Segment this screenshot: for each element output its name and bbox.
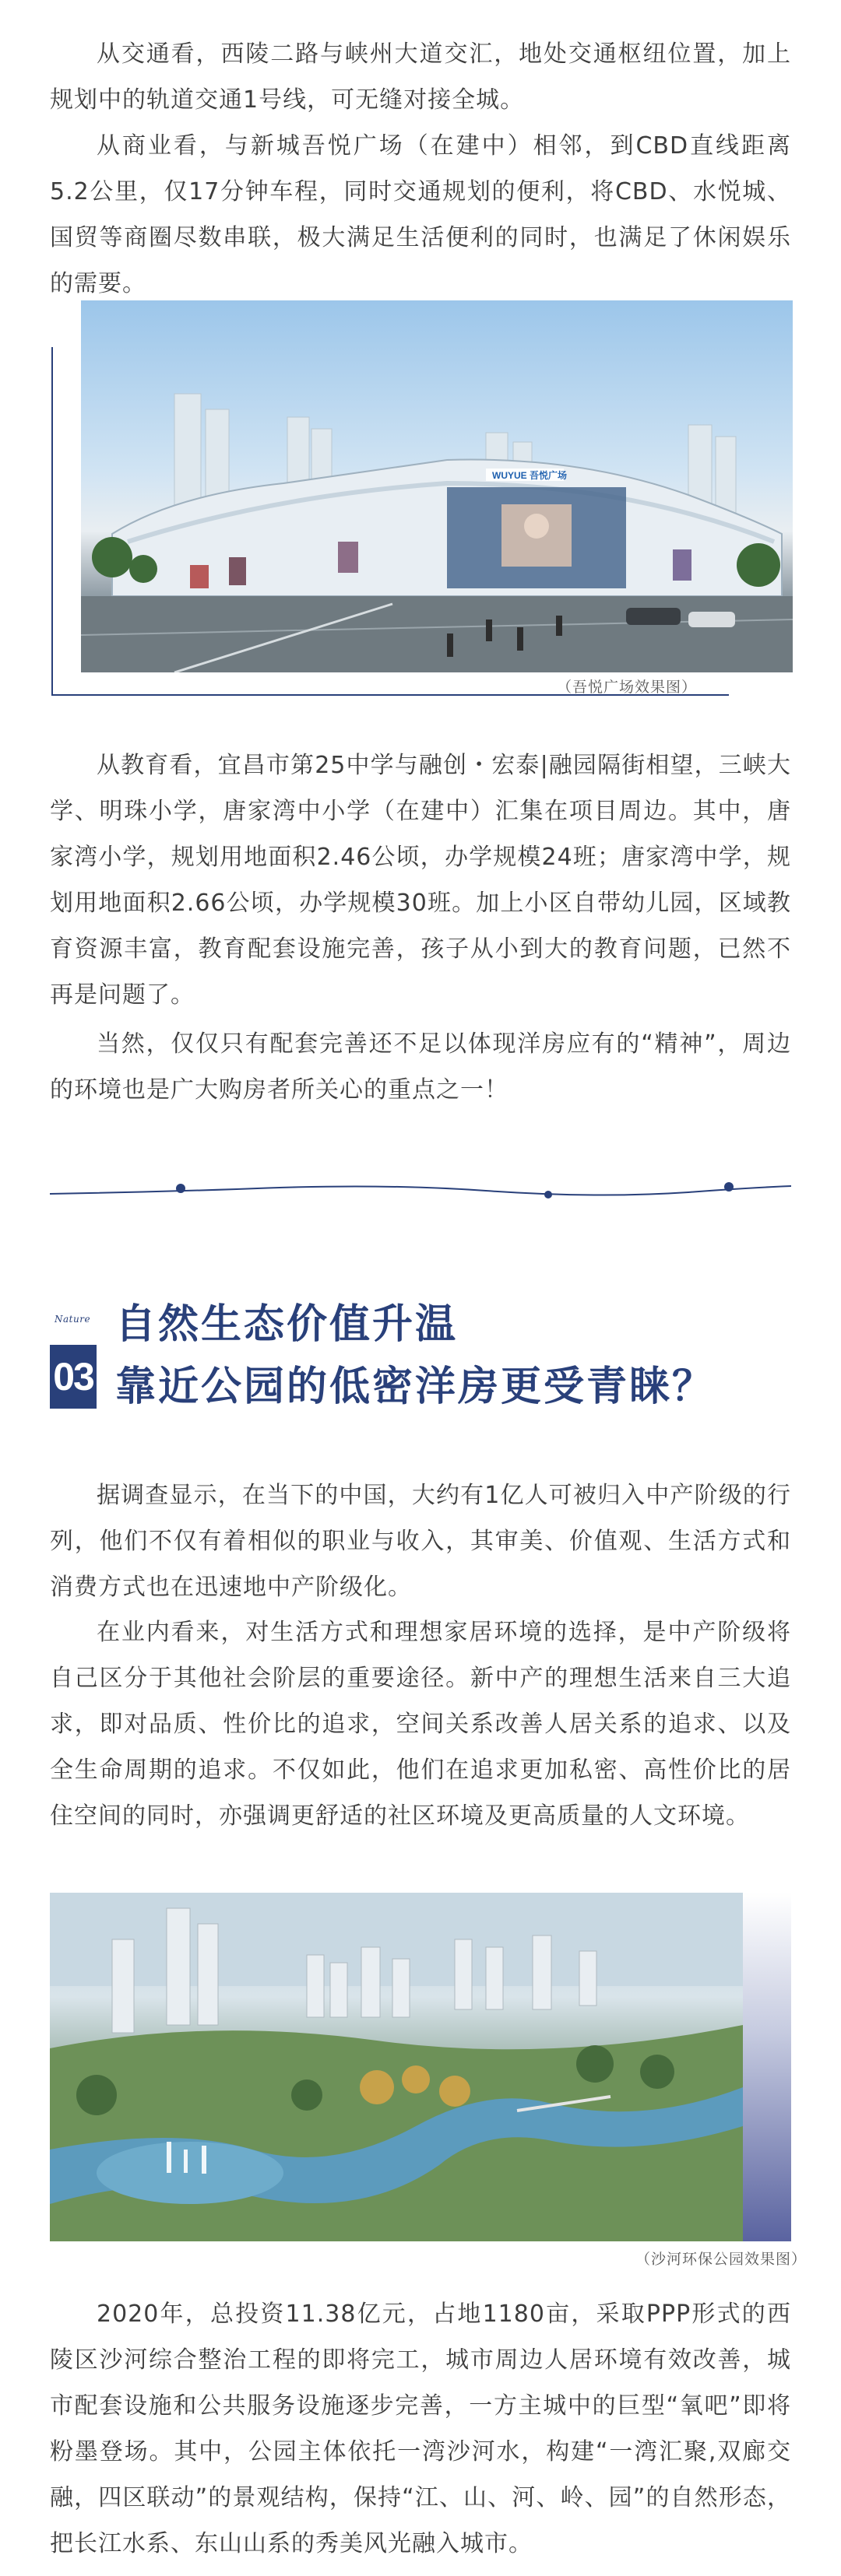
park-image-caption: （沙河环保公园效果图） (635, 2251, 808, 2268)
paragraph-commerce: 从商业看，与新城吾悦广场（在建中）相邻，到CBD直线距离5.2公里，仅17分钟车程，同时交通规划的便利，将CBD、水悦城、国贸等商圈尽数串联，极大满足生活便利的同时，也满足了休闲娱乐的需要。 (50, 132, 791, 297)
paragraph-lifestyle: 在业内看来，对生活方式和理想家居环境的选择，是中产阶级将自己区分于其他社会阶层的重要途径。新中产的理想生活来自三大追求，即对品质、性价比的追求，空间关系改善人居关系的追求、以及全生命周期的追求。不仅如此，他们在追求更加私密、高性价比的居住空间的同时，亦强调更舒适的社区环境及更高质量的人文环境。 (50, 1619, 791, 1830)
park-image-side-bar (743, 1893, 791, 2241)
mall-image-caption: （吾悦广场效果图） (557, 679, 698, 696)
mall-sign-text: WUYUE 吾悦广场 (492, 470, 568, 481)
mall-rendering-image (81, 300, 793, 672)
park-rendering-image (50, 1893, 743, 2241)
paragraph-shahe-park: 2020年，总投资11.38亿元，占地1180亩，采取PPP形式的西陵区沙河综合整治工程的即将完工，城市周边人居环境有效改善，城市配套设施和公共服务设施逐步完善，一方主城中的巨型“氧吧”即将粉墨登场。其中，公园主体依托一湾沙河水，构建“一湾汇聚,双廊交融，四区联动”的景观结构，保持“江、山、河、岭、园”的自然形态，把长江水系、东山山系的秀美风光融入城市。 (50, 2301, 791, 2557)
section-title-line1: 自然生态价值升温 (115, 1301, 459, 1348)
paragraph-middle-class: 据调查显示，在当下的中国，大约有1亿人可被归入中产阶级的行列，他们不仅有着相似的职业与收入，其审美、价值观、生活方式和消费方式也在迅速地中产阶级化。 (50, 1482, 791, 1601)
wave-divider (50, 1175, 791, 1206)
paragraph-education: 从教育看，宜昌市第25中学与融创・宏泰|融园隔街相望，三峡大学、明珠小学，唐家湾中小学（在建中）汇集在项目周边。其中，唐家湾小学，规划用地面积2.46公顷，办学规模24班；唐家湾中学，规划用地面积2.66公顷，办学规模30班。加上小区自带幼儿园，区域教育资源丰富，教育配套设施完善，孩子从小到大的教育问题，已然不再是问题了。 (50, 752, 791, 1009)
section-script-label: Nature (55, 1314, 91, 1325)
paragraph-transport: 从交通看，西陵二路与峡州大道交汇，地处交通枢纽位置，加上规划中的轨道交通1号线，可无缝对接全城。 (50, 40, 791, 114)
section-number-badge: 03 (50, 1345, 97, 1409)
section-title-line2: 靠近公园的低密洋房更受青睐？ (115, 1363, 716, 1410)
paragraph-environment-intro: 当然，仅仅只有配套完善还不足以体现洋房应有的“精神”，周边的环境也是广大购房者所关心的重点之一！ (50, 1030, 791, 1104)
